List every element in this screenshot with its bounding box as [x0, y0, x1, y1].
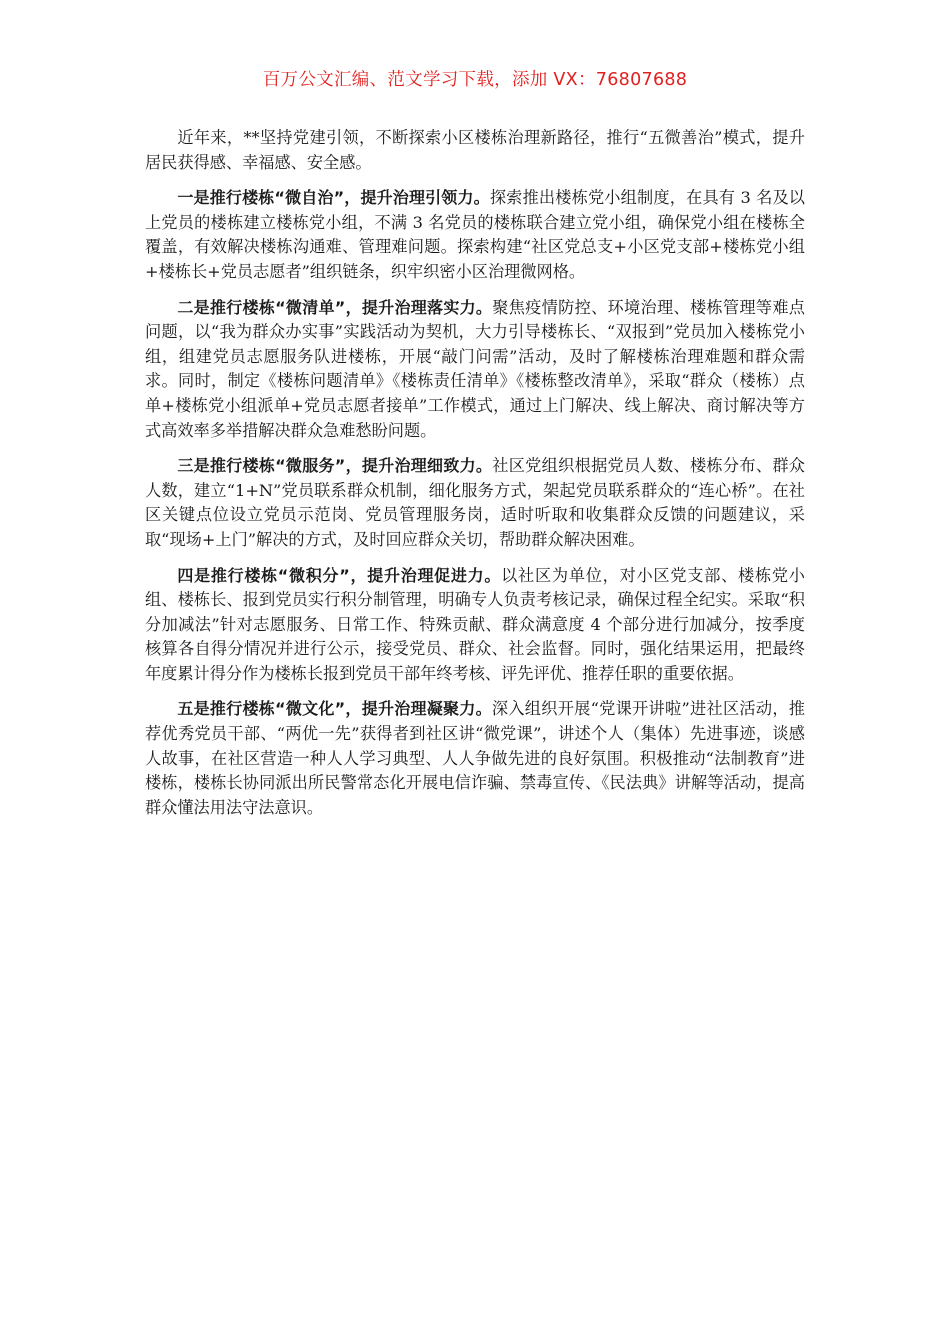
section-heading-2: 二是推行楼栋“微清单”，提升治理落实力。 [177, 297, 493, 317]
section-heading-4: 四是推行楼栋“微积分”，提升治理促进力。 [177, 565, 502, 585]
section-heading-5: 五是推行楼栋“微文化”，提升治理凝聚力。 [177, 699, 492, 719]
section-heading-3: 三是推行楼栋“微服务”，提升治理细致力。 [177, 456, 493, 476]
section-body-3: 社区党组织根据党员人数、楼栋分布、群众人数，建立“1+N”党员联系群众机制，细化服务方式，架起党员联系群众的“连心桥”。在社区关键点位设立党员示范岗、党员管理服务岗，适时听取和收集群众反馈的问题建议，采取“现场+上门”解决的方式，及时回应群众关切，帮助群众解决困难。 [145, 456, 805, 549]
section-paragraph-1 [145, 186, 805, 284]
section-body-5: 深入组织开展“党课开讲啦”进社区活动，推荐优秀党员干部、“两优一先”获得者到社区讲“微党课”，讲述个人（集体）先进事迹，谈感人故事，在社区营造一种人人学习典型、人人争做先进的良好氛围。积极推动“法制教育”进楼栋，楼栋长协同派出所民警常态化开展电信诈骗、禁毒宣传、《民法典》讲解等活动，提高群众懂法用法守法意识。 [145, 699, 805, 817]
section-paragraph-5 [145, 697, 805, 820]
section-paragraph-4 [145, 564, 805, 687]
download-notice-header: 百万公文汇编、范文学习下载，添加 VX：76807688 [262, 70, 688, 90]
section-body-4: 以社区为单位，对小区党支部、楼栋党小组、楼栋长、报到党员实行积分制管理，明确专人负责考核记录，确保过程全纪实。采取“积分加减法”针对志愿服务、日常工作、特殊贡献、群众满意度 4 个部分进行加减分，按季度核算各自得分情况并进行公示，接受党员、群众、社会监督。同时，强化结果运用，把最终年度累计得分作为楼栋长报到党员干部年终考核、评先评优、推荐任职的重要依据。 [145, 565, 805, 683]
section-body-1: 探索推出楼栋党小组制度，在具有 3 名及以上党员的楼栋建立楼栋党小组，不满 3 名党员的楼栋联合建立党小组，确保党小组在楼栋全覆盖，有效解决楼栋沟通难、管理难问题。探索构建“社区党总支+小区党支部+楼栋党小组+楼栋长+党员志愿者”组织链条，织牢织密小区治理微网格。 [145, 188, 805, 281]
section-body-2: 聚焦疫情防控、环境治理、楼栋管理等难点问题，以“我为群众办实事”实践活动为契机，大力引导楼栋长、“双报到”党员加入楼栋党小组，组建党员志愿服务队进楼栋，开展“敲门问需”活动，及时了解楼栋治理难题和群众需求。同时，制定《楼栋问题清单》《楼栋责任清单》《楼栋整改清单》，采取“群众（楼栋）点单+楼栋党小组派单+党员志愿者接单”工作模式，通过上门解决、线上解决、商讨解决等方式高效率多举措解决群众急难愁盼问题。 [145, 297, 805, 440]
section-paragraph-3 [145, 454, 805, 552]
intro-paragraph: 近年来，**坚持党建引领，不断探索小区楼栋治理新路径，推行“五微善治”模式，提升居民获得感、幸福感、安全感。 [145, 128, 805, 172]
section-paragraph-2 [145, 296, 805, 444]
section-heading-1: 一是推行楼栋“微自治”，提升治理引领力。 [177, 188, 490, 208]
document-body [145, 126, 805, 831]
